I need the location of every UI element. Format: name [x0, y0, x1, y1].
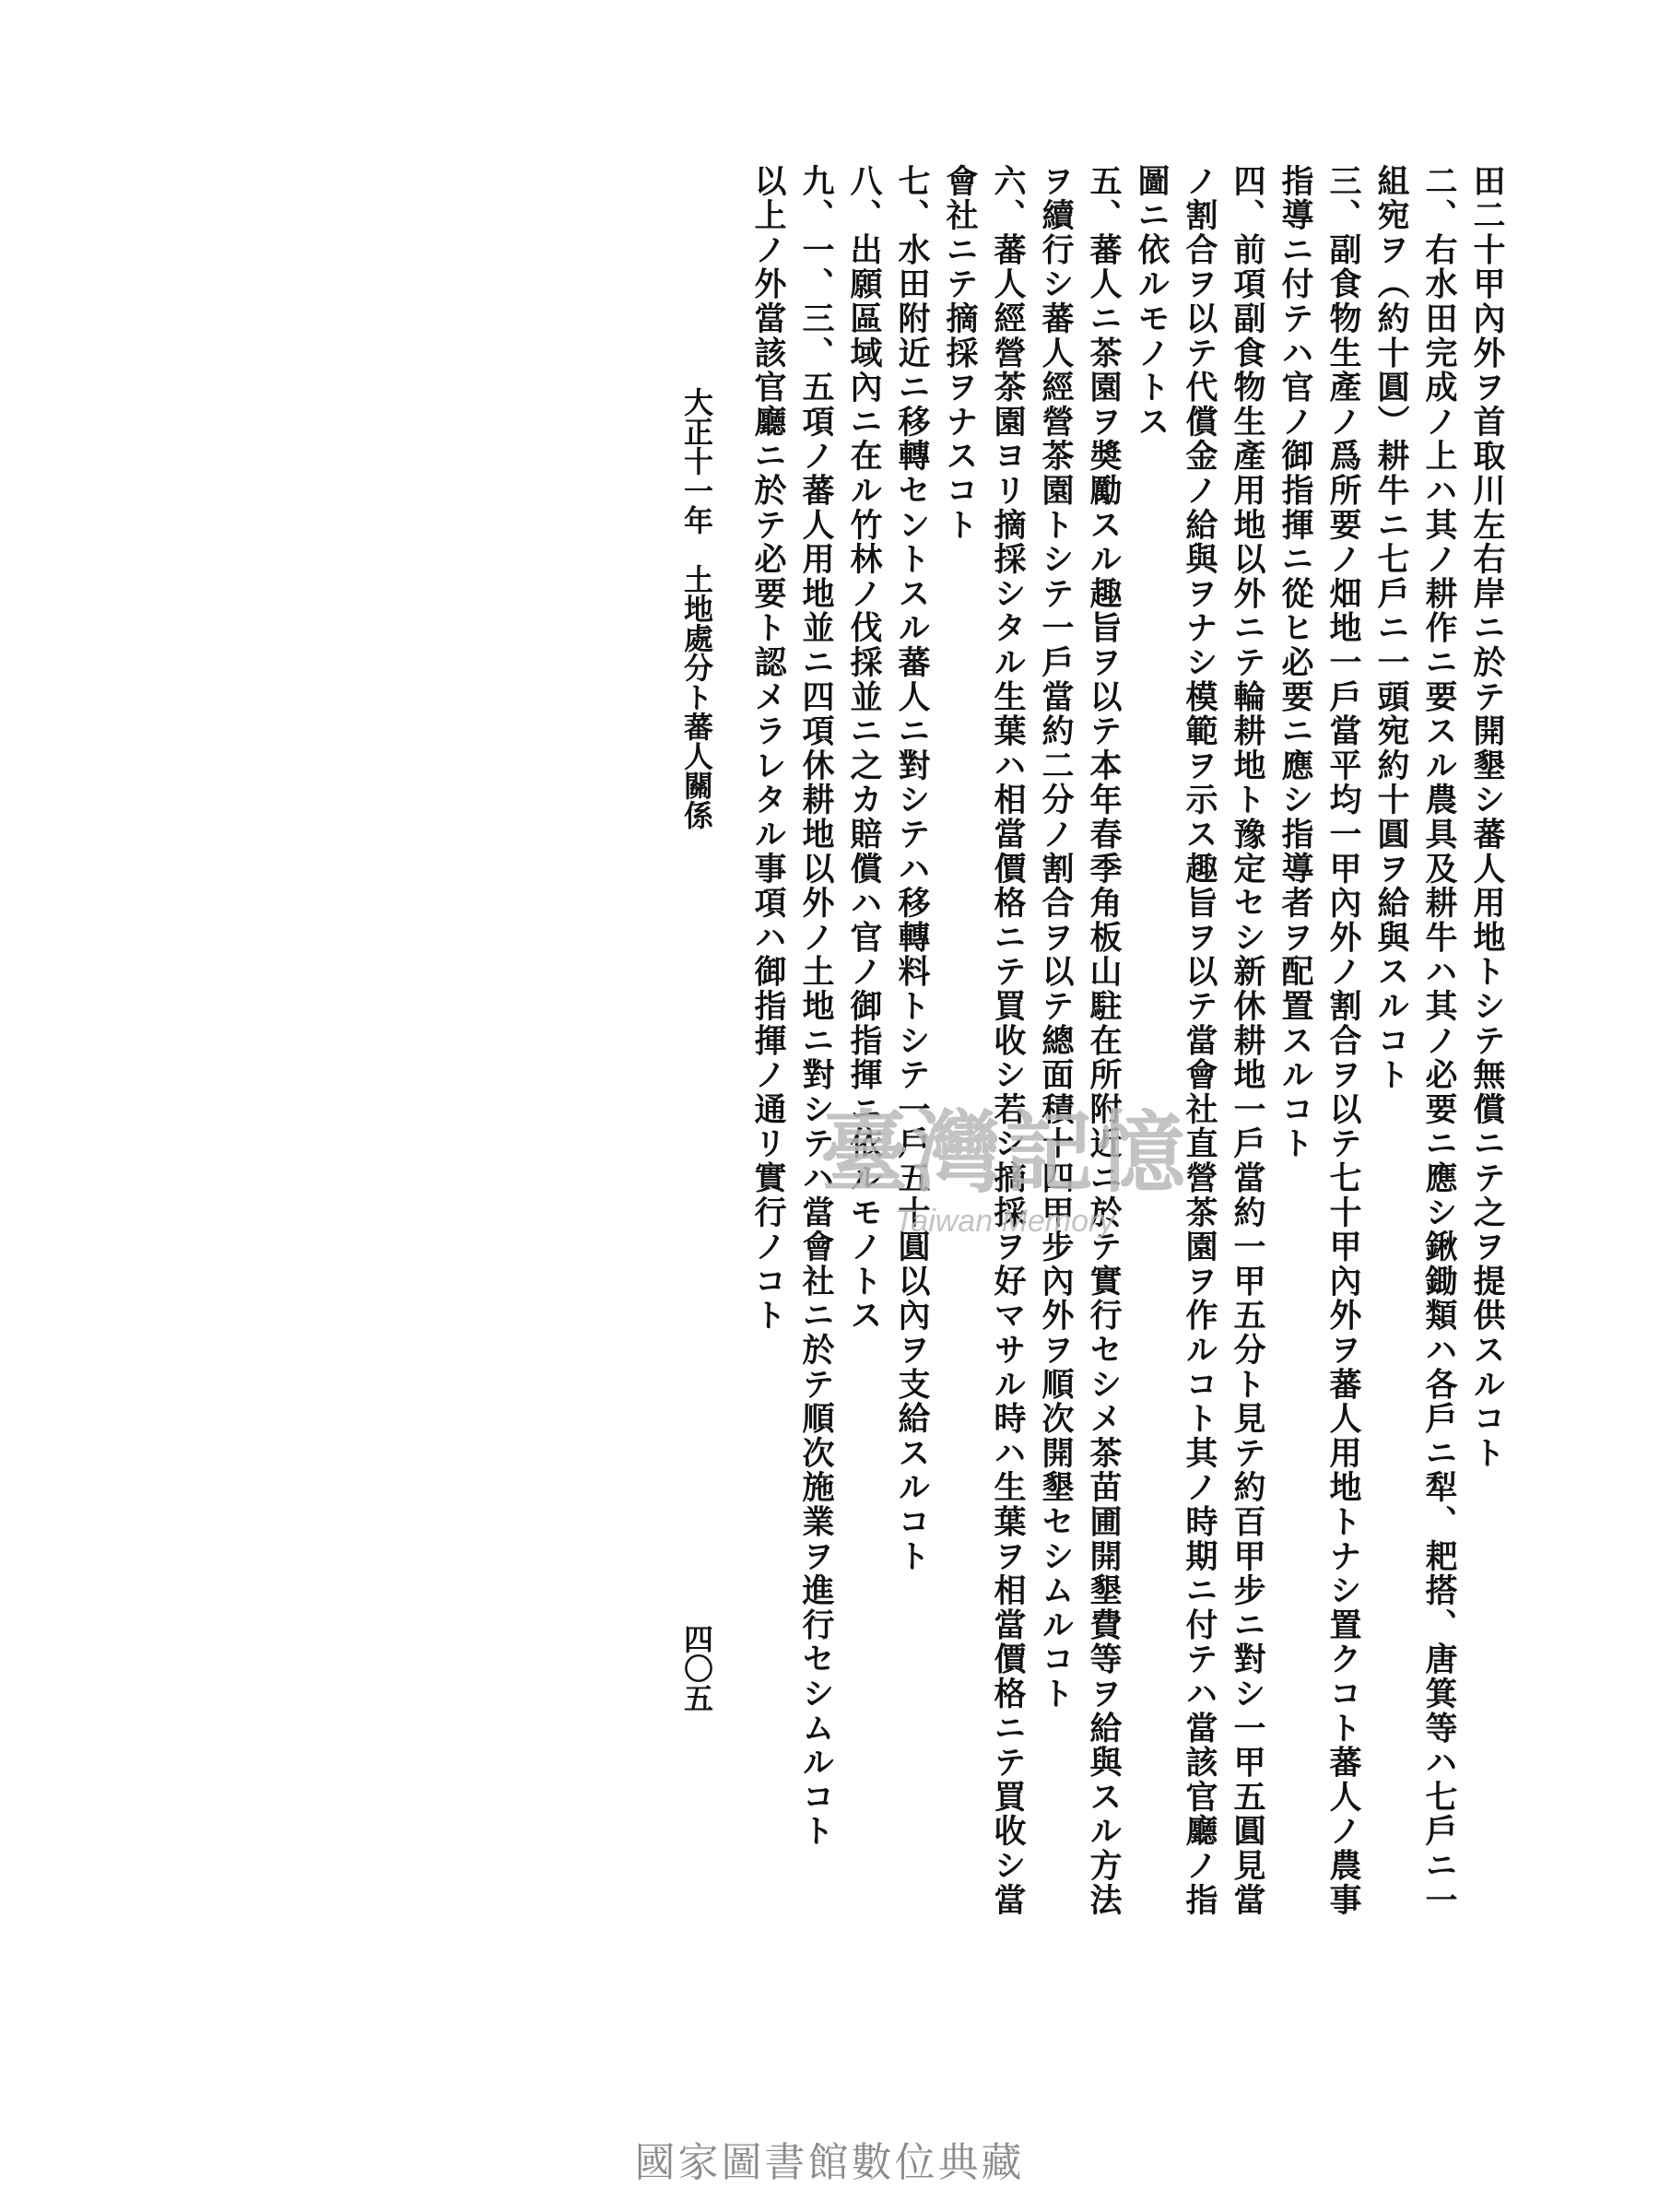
text-column: ヲ續行シ蕃人經營茶園トシテ一戶當約二分ノ割合ヲ以テ總面積十四甲步內外ヲ順次開墾セシムルコト — [1037, 164, 1075, 1712]
text-column: 六、蕃人經營茶園ヨリ摘採シタル生葉ハ相當價格ニテ買收シ若シ摘採ヲ好マサル時ハ生葉ヲ相當價格ニテ買收シ當 — [989, 164, 1027, 1918]
text-column: 五、蕃人ニ茶園ヲ奬勵スル趣旨ヲ以テ本年春季角板山駐在所附近ニ於テ實行セシメ茶苗圃開墾費等ヲ給與スル方法 — [1085, 164, 1123, 1918]
text-column: 四、前項副食物生產用地以外ニテ輪耕地ト豫定セシ新休耕地一戶當約一甲五分ト見テ約百甲步ニ對シ一甲五圓見當 — [1229, 164, 1266, 1918]
text-column: 九、一、三、五項ノ蕃人用地並ニ四項休耕地以外ノ土地ニ對シテハ當會社ニ於テ順次施業ヲ進行セシムルコト — [797, 164, 835, 1849]
text-column: 二、右水田完成ノ上ハ其ノ耕作ニ要スル農具及耕牛ハ其ノ必要ニ應シ鍬鋤類ハ各戶ニ犁、耙搭、唐箕等ハ七戶ニ一 — [1420, 164, 1458, 1918]
running-title: 大正十一年 土地處分ト蕃人關係 — [679, 387, 714, 830]
text-column: 七、水田附近ニ移轉セントスル蕃人ニ對シテハ移轉料トシテ一戶五十圓以內ヲ支給スルコト — [893, 164, 931, 1574]
page-number: 四〇五 — [679, 1624, 714, 1712]
text-column: 以上ノ外當該官廳ニ於テ必要ト認メラレタル事項ハ御指揮ノ通リ實行ノコト — [749, 164, 787, 1334]
text-column: 組宛ヲ（約十圓）耕牛ニ七戶ニ一頭宛約十圓ヲ給與スルコト — [1372, 164, 1410, 1093]
text-column: ノ割合ヲ以テ代償金ノ給與ヲナシ模範ヲ示ス趣旨ヲ以テ當會社直營茶園ヲ作ルコト其ノ時期ニ付テハ當該官廳ノ指 — [1181, 164, 1218, 1918]
watermark-text: 臺灣記憶 — [820, 1100, 1189, 1205]
text-column: 指導ニ付テハ官ノ御指揮ニ從ヒ必要ニ應シ指導者ヲ配置スルコト — [1277, 164, 1314, 1161]
text-column: 八、出願區域內ニ在ル竹林ノ伐採並ニ之カ賠償ハ官ノ御指揮ニ依ルモノトス — [845, 164, 883, 1334]
text-column: 田二十甲內外ヲ首取川左右岸ニ於テ開墾シ蕃人用地トシテ無償ニテ之ヲ提供スルコト — [1468, 164, 1506, 1471]
text-column: 三、副食物生產ノ爲所要ノ畑地一戶當平均一甲內外ノ割合ヲ以テ七十甲內外ヲ蕃人用地トナシ置クコト蕃人ノ農事 — [1324, 164, 1362, 1918]
library-label: 國家圖書館數位典藏 — [634, 2139, 1025, 2186]
watermark-subtext: Taiwan Memory — [894, 1204, 1115, 1239]
text-column: 會社ニテ摘採ヲナスコト — [941, 164, 979, 543]
text-column: 圖ニ依ルモノトス — [1133, 164, 1171, 440]
